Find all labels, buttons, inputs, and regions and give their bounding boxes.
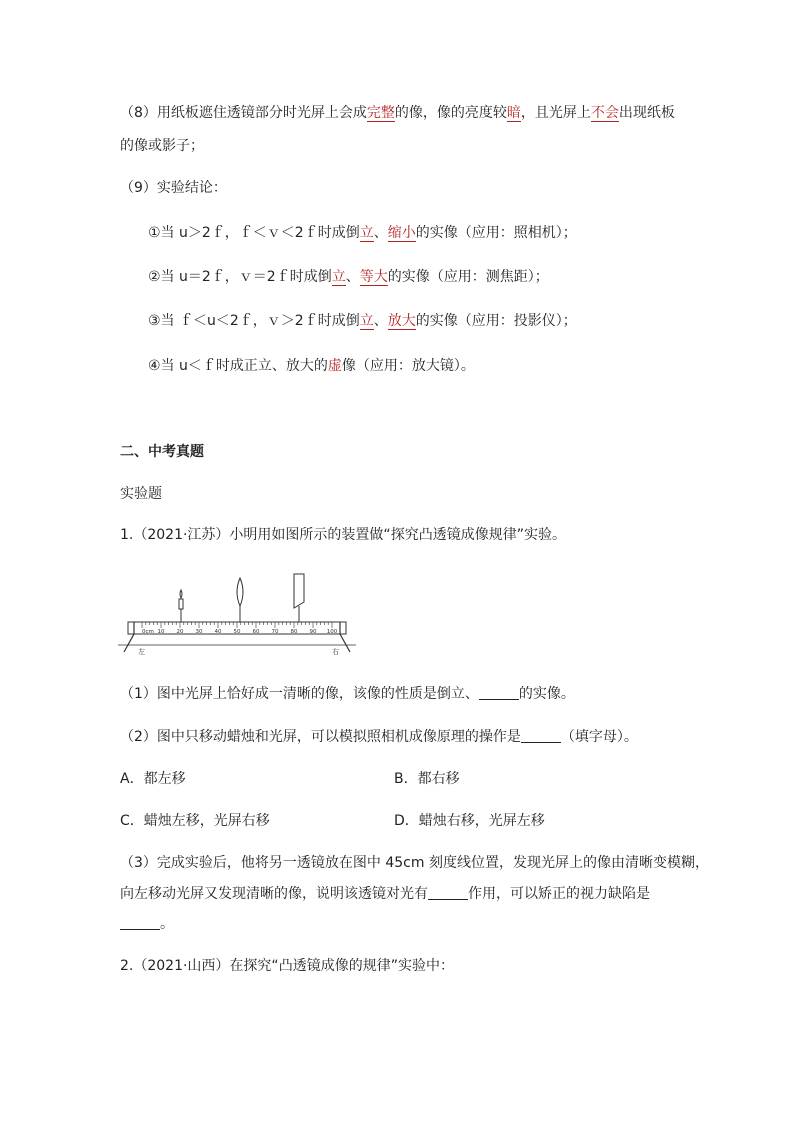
- answer-complete: 完整: [366, 105, 395, 121]
- paragraph-9-title: （9）实验结论：: [120, 180, 227, 196]
- scale-label: 80: [290, 629, 298, 635]
- paragraph-8-line2: 的像或影子；: [120, 138, 204, 154]
- answer-will-not: 不会: [590, 105, 619, 121]
- screen-icon: [294, 574, 304, 622]
- answer-blank-1[interactable]: [479, 685, 519, 700]
- right-label: 右: [332, 648, 339, 656]
- conclusion-1: ①当 u＞2ｆ，ｆ＜ｖ＜2ｆ时成倒立、缩小的实像（应用：照相机）；: [148, 225, 577, 241]
- paragraph-8-line1: （8）用纸板遮住透镜部分时光屏上会成完整的像，像的亮度较暗，且光屏上不会出现纸板: [120, 105, 675, 121]
- scale-label: 90: [309, 629, 317, 635]
- left-label: 左: [138, 648, 145, 656]
- question-1-part-3-line1: （3）完成实验后，他将另一透镜放在图中 45cm 刻度线位置，发现光屏上的像由清晰变模糊，: [120, 855, 709, 871]
- option-d[interactable]: D．蜡烛右移，光屏左移: [394, 813, 545, 829]
- scale-label: 40: [214, 629, 222, 635]
- answer-blank-4[interactable]: [120, 915, 160, 930]
- question-1-part-1: （1）图中光屏上恰好成一清晰的像，该像的性质是倒立、 的实像。: [120, 686, 575, 702]
- optical-bench-figure: [118, 572, 356, 656]
- conclusion-2: ②当 u＝2ｆ，ｖ＝2ｆ时成倒立、等大的实像（应用：测焦距）；: [148, 269, 549, 285]
- question-1-stem: 1.（2021·江苏）小明用如图所示的装置做“探究凸透镜成像规律”实验。: [120, 527, 566, 543]
- question-2-stem: 2.（2021·山西）在探究“凸透镜成像的规律”实验中：: [120, 958, 454, 974]
- answer-blank-2[interactable]: [521, 728, 561, 743]
- scale-label: 70: [271, 629, 279, 635]
- option-b[interactable]: B．都右移: [394, 771, 460, 787]
- scale-label: 0cm: [142, 629, 154, 635]
- scale-label: 60: [252, 629, 260, 635]
- scale-label: 30: [195, 629, 203, 635]
- question-1-part-3-line3: 。: [120, 914, 174, 934]
- answer-blank-3[interactable]: [428, 885, 468, 900]
- scale-label: 50: [233, 629, 241, 635]
- section-subtitle: 实验题: [120, 486, 162, 502]
- option-a[interactable]: A．都左移: [120, 771, 186, 787]
- section-title: 二、中考真题: [120, 444, 204, 460]
- question-1-part-2: （2）图中只移动蜡烛和光屏，可以模拟照相机成像原理的操作是 （填字母）。: [120, 729, 638, 745]
- scale-label: 20: [176, 629, 184, 635]
- answer-dark: 暗: [506, 105, 521, 121]
- conclusion-4: ④当 u＜ｆ时成正立、放大的虚像（应用：放大镜）。: [148, 358, 475, 374]
- candle-icon: [179, 590, 183, 622]
- option-c[interactable]: C．蜡烛左移，光屏右移: [120, 813, 270, 829]
- scale-label: 100: [326, 629, 338, 635]
- conclusion-3: ③当 ｆ＜u＜2ｆ，ｖ＞2ｆ时成倒立、放大的实像（应用：投影仪）；: [148, 313, 577, 329]
- lens-icon: [237, 578, 243, 622]
- question-1-part-3-line2: 向左移动光屏又发现清晰的像，说明该透镜对光有 作用，可以矫正的视力缺陷是: [120, 886, 650, 902]
- scale-label: 10: [157, 629, 165, 635]
